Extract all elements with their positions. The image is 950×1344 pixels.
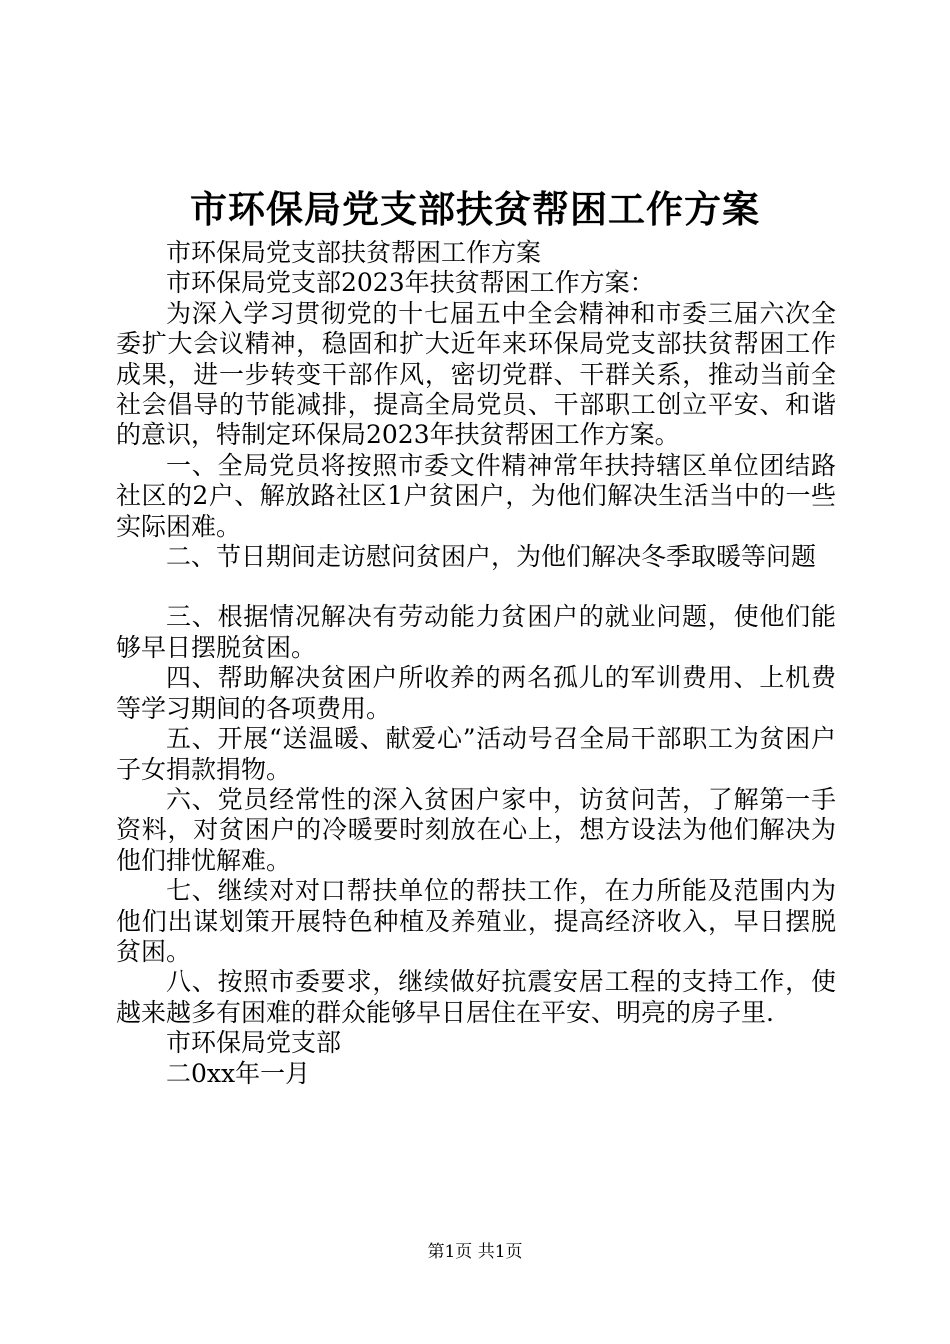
document-title: 市环保局党支部扶贫帮困工作方案 bbox=[190, 187, 760, 231]
paragraph-item-2: 二、节日期间走访慰问贫困户，为他们解决冬季取暖等问题 bbox=[166, 542, 817, 572]
paragraph-item-3: 三、根据情况解决有劳动能力贫困户的就业问题，使他们能够早日摆脱贫困。 bbox=[116, 602, 836, 662]
signature-org: 市环保局党支部 bbox=[166, 1028, 342, 1058]
signature-date: 二0xx年一月 bbox=[166, 1058, 311, 1088]
paragraph-plan-heading: 市环保局党支部2023年扶贫帮困工作方案： bbox=[166, 268, 655, 298]
paragraph-item-4: 四、帮助解决贫困户所收养的两名孤儿的军训费用、上机费等学习期间的各项费用。 bbox=[116, 663, 836, 723]
paragraph-item-5: 五、开展“送温暖、献爱心”活动号召全局干部职工为贫困户子女捐款捐物。 bbox=[116, 724, 836, 784]
paragraph-item-8: 八、按照市委要求，继续做好抗震安居工程的支持工作，使越来越多有困难的群众能够早日居住在平安、明亮的房子里. bbox=[116, 967, 836, 1027]
paragraph-item-6: 六、党员经常性的深入贫困户家中，访贫问苦，了解第一手资料，对贫困户的冷暖要时刻放在心上，想方设法为他们解决为他们排忧解难。 bbox=[116, 784, 836, 875]
paragraph-item-7: 七、继续对对口帮扶单位的帮扶工作，在力所能及范围内为他们出谋划策开展特色种植及养殖业，提高经济收入，早日摆脱贫困。 bbox=[116, 876, 836, 966]
document-body bbox=[116, 238, 836, 1089]
page-footer: 第1页 共1页 bbox=[427, 1242, 523, 1262]
paragraph-item-1: 一、全局党员将按照市委文件精神常年扶持辖区单位团结路社区的2户、解放路社区1户贫困户，为他们解决生活当中的一些实际困难。 bbox=[116, 450, 836, 541]
paragraph-intro: 为深入学习贯彻党的十七届五中全会精神和市委三届六次全委扩大会议精神，稳固和扩大近年来环保局党支部扶贫帮困工作成果，进一步转变干部作风，密切党群、干群关系，推动当前全社会倡导的节能减排，提高全局党员、干部职工创立平安、和谐的意识，特制定环保局2023年扶贫帮困工作方案。 bbox=[116, 298, 836, 450]
paragraph-subtitle: 市环保局党支部扶贫帮困工作方案 bbox=[166, 238, 542, 267]
